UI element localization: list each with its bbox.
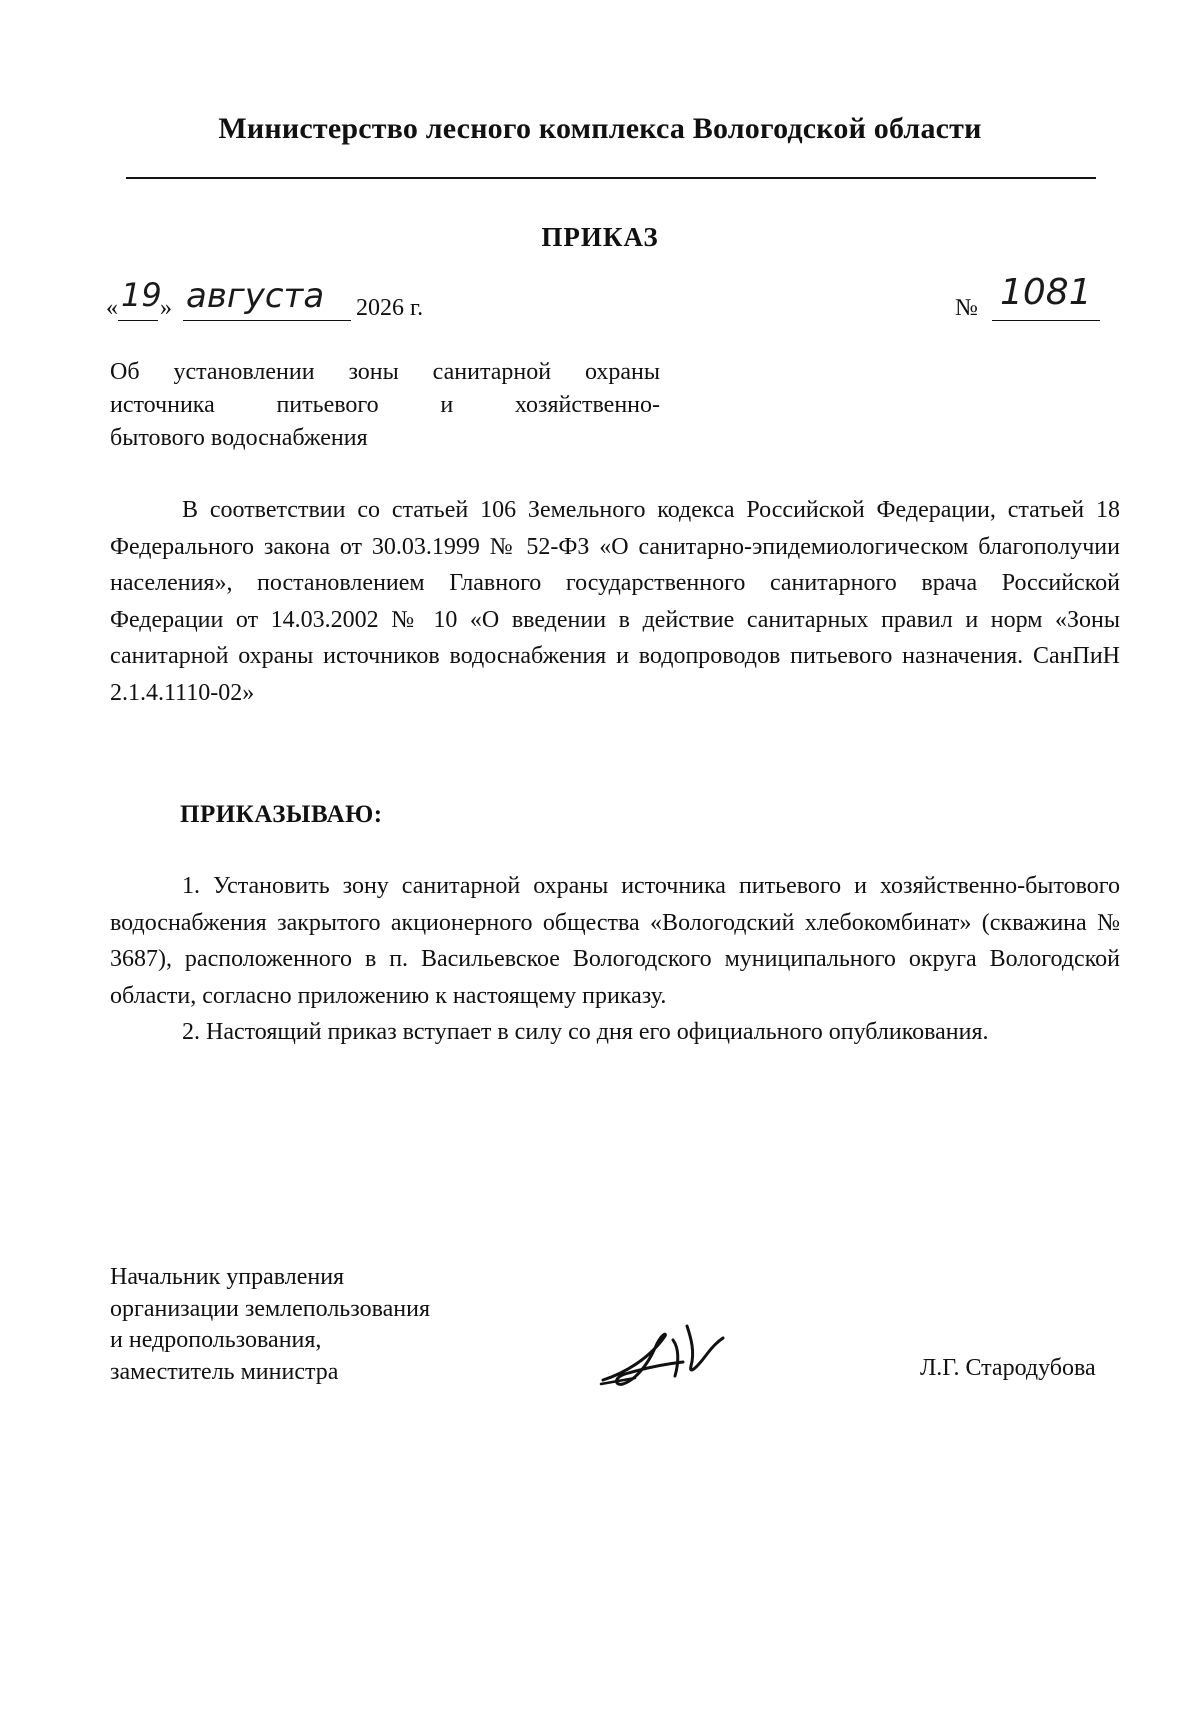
date-day-underline	[118, 320, 158, 321]
position-line-3: и недропользования,	[110, 1327, 322, 1353]
number-underline	[992, 320, 1100, 321]
order-subject	[110, 356, 660, 455]
order-heading: ПРИКАЗЫВАЮ:	[180, 801, 383, 828]
order-item-1: 1. Установить зону санитарной охраны источника питьевого и хозяйственно-бытового водоснабжения закрытого акционерного общества «Вологодский хлебокомбинат» (скважина № 3687), расположенного в п. Васильевское Вологодского муниципального округа Вологодской области, согласно приложению к настоящему приказу.	[110, 873, 1120, 1009]
number-sign: №	[955, 295, 978, 321]
date-year: 2026 г.	[356, 295, 424, 321]
order-items	[110, 868, 1120, 1051]
subject-line-1: Об установлении зоны санитарной охраны	[110, 359, 660, 385]
date-close-quote: »	[160, 295, 172, 321]
position-line-4: заместитель министра	[110, 1358, 339, 1385]
date-open-quote: «	[106, 295, 118, 321]
number-handwritten: 1081	[1000, 272, 1092, 313]
date-day-handwritten: 19	[121, 276, 162, 314]
order-item-2: 2. Настоящий приказ вступает в силу со дня его официального опубликования.	[182, 1019, 989, 1045]
subject-line-2: источника питьевого и хозяйственно-	[110, 392, 660, 418]
date-month-underline	[183, 320, 351, 321]
position-line-2: организации землепользования	[110, 1295, 430, 1322]
preamble-block	[110, 492, 1120, 711]
header-divider	[126, 177, 1096, 179]
subject-line-3: бытового водоснабжения	[110, 425, 368, 451]
signatory-position	[110, 1262, 610, 1388]
handwritten-signature	[595, 1318, 735, 1403]
position-line-1: Начальник управления	[110, 1264, 345, 1290]
preamble-paragraph: В соответствии со статьей 106 Земельного кодекса Российской Федерации, статьей 18 Федерального закона от 30.03.1999 № 52-ФЗ «О санитарно-эпидемиологическом благополучии населения», постановлением Главного государственного санитарного врача Российской Федерации от 14.03.2002 № 10 «О введении в действие санитарных правил и норм «Зоны санитарной охраны источников водоснабжения и водопроводов питьевого назначения. СанПиН 2.1.4.1110-02»	[110, 497, 1120, 706]
document-type-title: ПРИКАЗ	[541, 222, 659, 252]
date-month-handwritten: августа	[186, 276, 325, 316]
ministry-name: Министерство лесного комплекса Вологодской области	[218, 112, 982, 145]
signatory-name: Л.Г. Стародубова	[920, 1355, 1096, 1381]
signature-scribble	[595, 1318, 735, 1398]
